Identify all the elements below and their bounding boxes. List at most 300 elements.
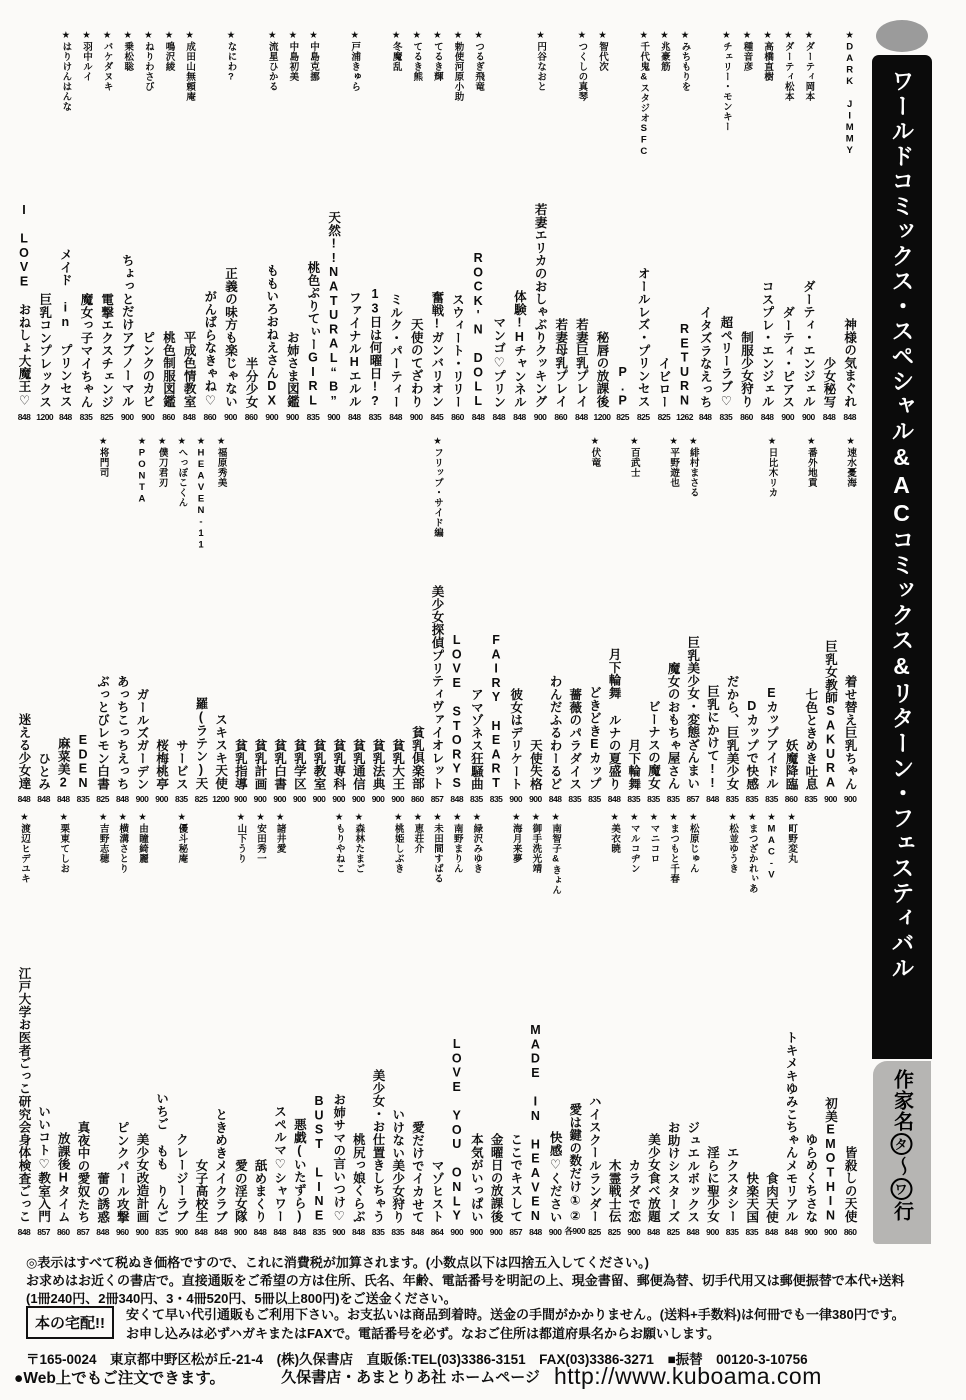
catalog-entry xyxy=(781,812,801,1237)
catalog-entry xyxy=(73,812,93,1237)
book-title: 麻菜美2 xyxy=(56,737,71,790)
catalog-entry xyxy=(34,436,54,804)
author-name: ★海月来夢 xyxy=(510,812,522,864)
author-name: ★勅使河原小助 xyxy=(452,30,464,102)
book-title: 初美EMOTHIN xyxy=(823,1097,838,1223)
book-price: 900 xyxy=(529,794,542,804)
book-title: 貧乳倶楽部 xyxy=(410,726,425,790)
book-price: 900 xyxy=(332,794,346,804)
catalog-entry xyxy=(290,436,310,804)
catalog-entry xyxy=(839,30,860,422)
catalog-entry xyxy=(736,30,757,422)
book-price: 848 xyxy=(706,794,719,804)
catalog-entry xyxy=(801,812,821,1237)
author-name: ★由瞳綺麗 xyxy=(136,812,148,864)
book-title: 少女秘写 xyxy=(822,356,837,408)
book-price: 900 xyxy=(489,1227,503,1237)
book-price: 848 xyxy=(389,412,402,422)
author-name: ★戸浦きゅら xyxy=(349,30,361,92)
catalog-entry xyxy=(663,812,683,1237)
book-price: 835 xyxy=(627,794,641,804)
catalog-entry xyxy=(344,30,365,422)
author-name: ★成田山無頼庵 xyxy=(184,30,196,102)
catalog-entry xyxy=(93,436,113,804)
book-title: お姉サマの言いつけ♡ xyxy=(331,1092,346,1223)
book-price: 835 xyxy=(745,794,759,804)
book-title: ROCK'N DOLL xyxy=(471,250,486,408)
catalog-entry xyxy=(592,30,613,422)
book-price: 848 xyxy=(253,1227,267,1237)
book-price: 860 xyxy=(451,412,464,422)
catalog-entry xyxy=(250,812,270,1237)
book-title: アマゾネス狂騒曲 xyxy=(469,687,484,790)
author-name: ★フリップ・サイド編 xyxy=(432,436,444,538)
book-price: 848 xyxy=(293,1227,306,1237)
author-name: ★福原秀美 xyxy=(215,436,227,488)
catalog-band-bottom xyxy=(14,812,860,1237)
book-price: 900 xyxy=(706,1227,719,1237)
catalog-entry xyxy=(585,436,605,804)
book-price: 900 xyxy=(174,1227,188,1237)
homepage-url: http://www.kuboama.com xyxy=(553,1363,822,1389)
book-price: 825 xyxy=(588,1227,601,1237)
book-title: 放課後Hタイム xyxy=(56,1131,71,1223)
catalog-entry xyxy=(427,30,448,422)
circled-wa-glyph: ワ xyxy=(891,1178,913,1200)
book-title: ダーティ・ピアス xyxy=(780,305,795,408)
catalog-entry xyxy=(777,30,798,422)
book-price: 835 xyxy=(312,1227,326,1237)
book-title: 巨乳コンプレックス xyxy=(37,292,52,408)
book-title: 若妻母乳プレイ xyxy=(553,318,568,408)
book-price: 848 xyxy=(194,1227,208,1237)
author-name: ★僕刀君刃 xyxy=(156,436,168,488)
book-price: 860 xyxy=(203,412,217,422)
catalog-entry xyxy=(329,812,349,1237)
book-title: 愛の淫女隊 xyxy=(233,1159,248,1223)
book-price: 848 xyxy=(96,1227,109,1237)
author-index-box xyxy=(873,1061,931,1244)
book-title: 七色ときめき吐息 xyxy=(803,687,818,790)
catalog-entry xyxy=(565,812,585,1237)
book-title: マンゴ♡プリン xyxy=(491,315,506,408)
catalog-entry xyxy=(798,30,819,422)
book-price: 848 xyxy=(686,1227,700,1237)
book-title: 食肉天使 xyxy=(764,1171,779,1223)
book-price: 900 xyxy=(141,412,155,422)
catalog-entry xyxy=(34,812,54,1237)
book-title: EDEN xyxy=(75,732,90,790)
catalog-entry xyxy=(309,436,329,804)
book-price: 835 xyxy=(666,794,680,804)
author-name: ★速水憂海 xyxy=(845,436,857,488)
book-title: 桃色制服図鑑 xyxy=(161,331,176,408)
book-title: カラダで恋 xyxy=(626,1159,641,1223)
catalog-entry xyxy=(191,812,211,1237)
book-price: 960 xyxy=(115,1227,129,1237)
catalog-entry xyxy=(323,30,344,422)
catalog-entry xyxy=(526,812,546,1237)
book-title: いいコト♡教室入門 xyxy=(36,1105,51,1223)
book-title: P.P xyxy=(615,365,630,408)
author-name: ★百武士 xyxy=(628,436,640,478)
author-name: ★中島初美 xyxy=(287,30,299,82)
book-title: 金曜日の放課後 xyxy=(489,1133,504,1223)
book-price: 825 xyxy=(657,412,671,422)
book-price: 900 xyxy=(802,412,815,422)
book-title: 舐めまくり xyxy=(253,1159,267,1223)
author-name: ★吉野志穂 xyxy=(97,812,109,864)
catalog-entry xyxy=(742,812,762,1237)
catalog-entry xyxy=(757,30,778,422)
catalog-entry xyxy=(447,812,467,1237)
book-price: 835 xyxy=(568,794,582,804)
book-title: 天然!!NATURAL“B” xyxy=(326,210,341,408)
catalog-entry xyxy=(545,436,565,804)
book-title: 月下輪舞 xyxy=(626,738,641,790)
author-name: ★へっぽこくん xyxy=(176,436,188,508)
author-name: ★森林たまご xyxy=(353,812,365,874)
book-price: 848 xyxy=(347,412,361,422)
book-title: 体験!Hチャンネル xyxy=(512,289,527,408)
book-title: ハイスクールランダー xyxy=(587,1095,602,1223)
author-name: ★流星ひかる xyxy=(266,30,278,92)
book-title: 貧乳通信 xyxy=(351,738,366,790)
book-title: スウィート・リリー xyxy=(450,292,465,408)
book-title: スペルマ♡シャワー xyxy=(272,1105,287,1223)
author-name: ★中島克挪 xyxy=(308,30,320,82)
book-title: マゾヒスト xyxy=(430,1159,445,1223)
author-name: ★御手洗光靖 xyxy=(530,812,542,874)
catalog-entry xyxy=(231,812,251,1237)
book-title: お姉さま図鑑 xyxy=(285,331,300,408)
author-name: ★バケダヌキ xyxy=(101,30,113,92)
book-title: コスプレ・エンジェル xyxy=(760,280,775,408)
page-corner-marker xyxy=(876,20,928,52)
book-title: 若妻エリカのおしゃぶりクッキング xyxy=(533,203,548,408)
book-price: 848 xyxy=(352,1227,365,1237)
book-title: 貧乳教室 xyxy=(312,738,327,790)
book-title: ジュエルボックス xyxy=(685,1120,700,1223)
catalog-entry xyxy=(663,436,683,804)
book-title: 桜梅桃亭 xyxy=(154,738,169,790)
book-title: 美少女探偵プリティヴァイオレット xyxy=(430,585,445,790)
catalog-entry xyxy=(530,30,551,422)
catalog-entry xyxy=(468,30,489,422)
book-price: 900 xyxy=(391,794,405,804)
book-title: イビロー xyxy=(656,356,671,408)
delivery-box-label: 本の宅配!! xyxy=(26,1306,114,1339)
book-title: 巨乳女教師SAKURA xyxy=(823,640,838,790)
catalog-entry xyxy=(644,812,664,1237)
book-title: 愛だけでイカせて xyxy=(410,1120,425,1223)
catalog-entry xyxy=(349,812,369,1237)
catalog-entry xyxy=(117,30,138,422)
author-name: ★マニコロ xyxy=(648,812,660,864)
author-name: ★日比木リカ xyxy=(766,436,778,498)
book-title: ビーナスの魔女 xyxy=(646,700,661,790)
book-price: 848 xyxy=(784,1227,798,1237)
catalog-entry xyxy=(158,30,179,422)
author-name: ★PONTA xyxy=(136,436,148,505)
catalog-entry xyxy=(96,30,117,422)
book-price: 900 xyxy=(253,794,267,804)
author-name: ★チェリー・モンキー xyxy=(720,30,732,132)
catalog-entry xyxy=(406,30,427,422)
author-name: ★渡辺ヒデユキ xyxy=(18,812,30,884)
book-title: 淫らに聖少女 xyxy=(705,1146,720,1223)
book-price: 848 xyxy=(182,412,196,422)
catalog-entry xyxy=(250,436,270,804)
catalog-entry xyxy=(821,812,841,1237)
book-price: 900 xyxy=(293,794,306,804)
book-price: 900 xyxy=(627,1227,641,1237)
catalog-entry xyxy=(565,436,585,804)
catalog-entry xyxy=(112,812,132,1237)
book-price: 857 xyxy=(76,1227,90,1237)
homepage-label: 久保書店・あまとりあ社 ホームページ xyxy=(281,1369,540,1386)
publisher-address: 〒165-0024 東京都中野区松が丘-21-4 (株)久保書店 直販係:TEL(03)3386-3151 FAX(03)3386-3271 ■振替 00120-3-10756 xyxy=(26,1352,808,1367)
catalog-entry xyxy=(447,436,467,804)
book-price: 900 xyxy=(352,794,365,804)
book-title: 平成色情教室 xyxy=(182,331,197,408)
catalog-entry xyxy=(231,436,251,804)
book-price: 835 xyxy=(588,794,601,804)
author-name: ★乗松聡 xyxy=(122,30,134,72)
book-title: 超ペリーラブ♡ xyxy=(718,315,733,408)
book-price: 835 xyxy=(371,1227,385,1237)
catalog-entry xyxy=(270,436,290,804)
book-price: 900 xyxy=(135,794,149,804)
author-name: ★松並ゆうき xyxy=(727,812,739,874)
catalog-entry xyxy=(819,30,840,422)
book-price: 900 xyxy=(450,1227,464,1237)
book-price: 各900 xyxy=(564,1226,586,1236)
book-title: お助けシスターズ xyxy=(666,1120,681,1223)
book-price: 825 xyxy=(100,412,113,422)
book-price: 825 xyxy=(616,412,629,422)
book-price: 848 xyxy=(647,1227,660,1237)
book-price: 900 xyxy=(824,794,837,804)
book-title: 天使失格 xyxy=(528,738,543,790)
book-title: だから、巨乳美少女 xyxy=(725,674,740,790)
book-price: 835 xyxy=(489,794,503,804)
book-price: 848 xyxy=(822,412,836,422)
author-name: ★将門司 xyxy=(97,436,109,478)
book-title: ピンクパール攻撃 xyxy=(115,1120,130,1223)
catalog-entry xyxy=(545,812,565,1237)
catalog-entry xyxy=(722,436,742,804)
catalog-entry xyxy=(488,30,509,422)
book-price: 900 xyxy=(135,1227,149,1237)
book-title: 貧乳大王 xyxy=(390,738,405,790)
catalog-entry xyxy=(624,436,644,804)
series-banner xyxy=(872,55,932,1059)
catalog-band-middle xyxy=(14,436,860,804)
catalog-entry xyxy=(152,812,172,1237)
author-name: ★優斗秘庵 xyxy=(176,812,188,864)
author-name: ★未田間すばる xyxy=(432,812,444,884)
catalog-entry xyxy=(506,436,526,804)
catalog-entry xyxy=(241,30,262,422)
book-price: 848 xyxy=(273,1227,287,1237)
book-price: 900 xyxy=(409,412,423,422)
catalog-entry xyxy=(550,30,571,422)
book-price: 1200 xyxy=(212,794,230,804)
author-name: ★兆豪筋 xyxy=(658,30,670,72)
book-price: 825 xyxy=(666,1227,680,1237)
book-price: 900 xyxy=(233,794,247,804)
book-price: 860 xyxy=(843,1227,857,1237)
book-price: 848 xyxy=(115,794,129,804)
book-price: 900 xyxy=(781,412,795,422)
book-title: 江戸大学お医者ごっこ研究会身体検査ごっこ xyxy=(16,967,31,1223)
book-price: 900 xyxy=(824,1227,837,1237)
book-price: 825 xyxy=(636,412,650,422)
delivery-line-1: 安くて早い代引通販もご利用下さい。お支払いは商品到着時。送金の手間がかかりません。(送料+手数料)は何冊でも一律380円です。 xyxy=(126,1307,905,1322)
book-price: 848 xyxy=(471,412,485,422)
author-name: ★南智子&きょん xyxy=(550,812,562,895)
book-title: LOVE STORYS xyxy=(449,632,464,790)
book-price: 845 xyxy=(430,412,444,422)
book-price: 825 xyxy=(607,1227,621,1237)
book-title: MADE IN HEAVEN xyxy=(528,1022,543,1223)
catalog-entry xyxy=(467,436,487,804)
book-price: 860 xyxy=(554,412,568,422)
book-price: 848 xyxy=(575,412,588,422)
book-title: 電撃エクスチェンジ xyxy=(99,292,114,408)
book-title: 快感♡ください xyxy=(548,1130,563,1223)
shipping-fee-notice: (1冊240円、2冊340円、3・4冊520円、5冊以上800円)をご送金ください。 xyxy=(26,1291,457,1306)
author-name: ★鳴沢綾 xyxy=(163,30,175,72)
catalog-entry xyxy=(171,436,191,804)
book-price: 1262 xyxy=(676,412,694,422)
tax-notice: ◎表示はすべて税ぬき価格ですので、これに消費税が加算されます。(小数点以下は四捨五入してください。) xyxy=(26,1255,649,1270)
author-name: ★諸井愛 xyxy=(274,812,286,854)
book-title: 貧乳白書 xyxy=(272,738,287,790)
author-name: ★マルコヂン xyxy=(628,812,640,874)
catalog-entry xyxy=(683,436,703,804)
book-price: 848 xyxy=(450,794,464,804)
book-title: 貧乳指導 xyxy=(233,738,248,790)
catalog-entry xyxy=(408,436,428,804)
author-name: ★なにわ? xyxy=(225,30,237,83)
book-title: 妖魔降臨 xyxy=(784,738,799,790)
catalog-entry xyxy=(585,812,605,1237)
author-name: ★種音彦 xyxy=(741,30,753,72)
book-title: ピンクのカビ xyxy=(140,331,155,408)
book-price: 835 xyxy=(391,1227,405,1237)
catalog-entry xyxy=(486,436,506,804)
author-name: ★番外地貢 xyxy=(805,436,817,488)
catalog-entry xyxy=(388,812,408,1237)
catalog-entry xyxy=(55,30,76,422)
catalog-entry xyxy=(112,436,132,804)
book-price: 848 xyxy=(17,794,31,804)
catalog-entry xyxy=(211,812,231,1237)
author-name: ★松原じゅん xyxy=(687,812,699,874)
author-index-label: 作家名タ～ワ行 xyxy=(890,1069,913,1222)
catalog-entry xyxy=(742,436,762,804)
book-title: ここでキスして xyxy=(508,1133,523,1223)
catalog-entry xyxy=(282,30,303,422)
book-price: 835 xyxy=(719,412,733,422)
book-price: 1200 xyxy=(593,412,611,422)
book-title: 魔女っ子マイちゃん xyxy=(78,292,93,408)
book-price: 900 xyxy=(509,794,523,804)
book-title: わんだふるわーるど xyxy=(548,674,563,790)
catalog-entry xyxy=(486,812,506,1237)
book-title: クレージーラブ xyxy=(174,1133,189,1223)
book-title: 羅(ラテン)天 xyxy=(193,697,208,790)
book-title: どきどきEカップ xyxy=(587,686,602,790)
book-price: 825 xyxy=(194,794,208,804)
book-title: 女子高校生 xyxy=(193,1159,208,1223)
book-price: 848 xyxy=(765,1227,778,1237)
book-title: 秘唇の放課後 xyxy=(594,331,609,408)
book-price: 848 xyxy=(37,794,50,804)
book-price: 900 xyxy=(470,1227,483,1237)
author-name: ★横溝さとり xyxy=(117,812,129,874)
author-name: ★つくしの真琴 xyxy=(576,30,588,102)
book-price: 848 xyxy=(214,1227,227,1237)
author-name: ★桃姫しぶき xyxy=(392,812,404,874)
catalog-entry xyxy=(571,30,592,422)
book-price: 848 xyxy=(411,1227,424,1237)
author-name: ★ダーティ岡本 xyxy=(803,30,815,102)
book-price: 900 xyxy=(273,794,287,804)
catalog-entry xyxy=(388,436,408,804)
delivery-section xyxy=(26,1306,905,1344)
catalog-entry xyxy=(368,812,388,1237)
catalog-entry xyxy=(138,30,159,422)
author-name: ★MAC-V xyxy=(765,812,777,881)
book-price: 900 xyxy=(265,412,279,422)
book-title: ぶっとびレモン白書 xyxy=(95,674,110,790)
book-price: 848 xyxy=(698,412,712,422)
book-price: 900 xyxy=(843,794,857,804)
book-title: 巨乳美少女・変態ざんまい xyxy=(685,636,700,790)
book-title: 貧乳計画 xyxy=(253,738,267,790)
book-price: 835 xyxy=(174,794,188,804)
book-price: 860 xyxy=(244,412,258,422)
author-name: ★ねりわさび xyxy=(142,30,154,92)
book-price: 860 xyxy=(411,794,424,804)
book-title: ももいろおねえさんDX xyxy=(264,264,279,408)
catalog-entry xyxy=(93,812,113,1237)
book-price: 900 xyxy=(286,412,299,422)
catalog-entry xyxy=(716,30,737,422)
order-notice: お求めはお近くの書店で。直接通販をご希望の方は住所、氏名、年齢、電話番号を明記の上、現金書留、郵便為替、切手代用又は郵便振替で本代+送料 xyxy=(26,1273,905,1288)
catalog-entry xyxy=(368,436,388,804)
book-title: 彼女はデリケート xyxy=(508,687,523,790)
book-title: ちょっとだけアブノーマル xyxy=(120,254,135,408)
author-name: ★まつもと千春 xyxy=(668,812,680,884)
book-price: 848 xyxy=(548,794,562,804)
book-price: 900 xyxy=(804,1227,818,1237)
book-title: ダーティ・エンジェル xyxy=(801,280,816,408)
book-price: 848 xyxy=(529,1227,542,1237)
catalog-entry xyxy=(385,30,406,422)
book-price: 835 xyxy=(725,1227,739,1237)
catalog-entry xyxy=(34,30,55,422)
book-title: 天使のてざわり xyxy=(409,318,424,408)
book-title: ゆらめくちさな xyxy=(803,1133,818,1223)
catalog-entry xyxy=(211,436,231,804)
book-price: 835 xyxy=(470,794,483,804)
catalog-entry xyxy=(781,436,801,804)
book-title: 木霊戦士伝 xyxy=(607,1159,622,1223)
